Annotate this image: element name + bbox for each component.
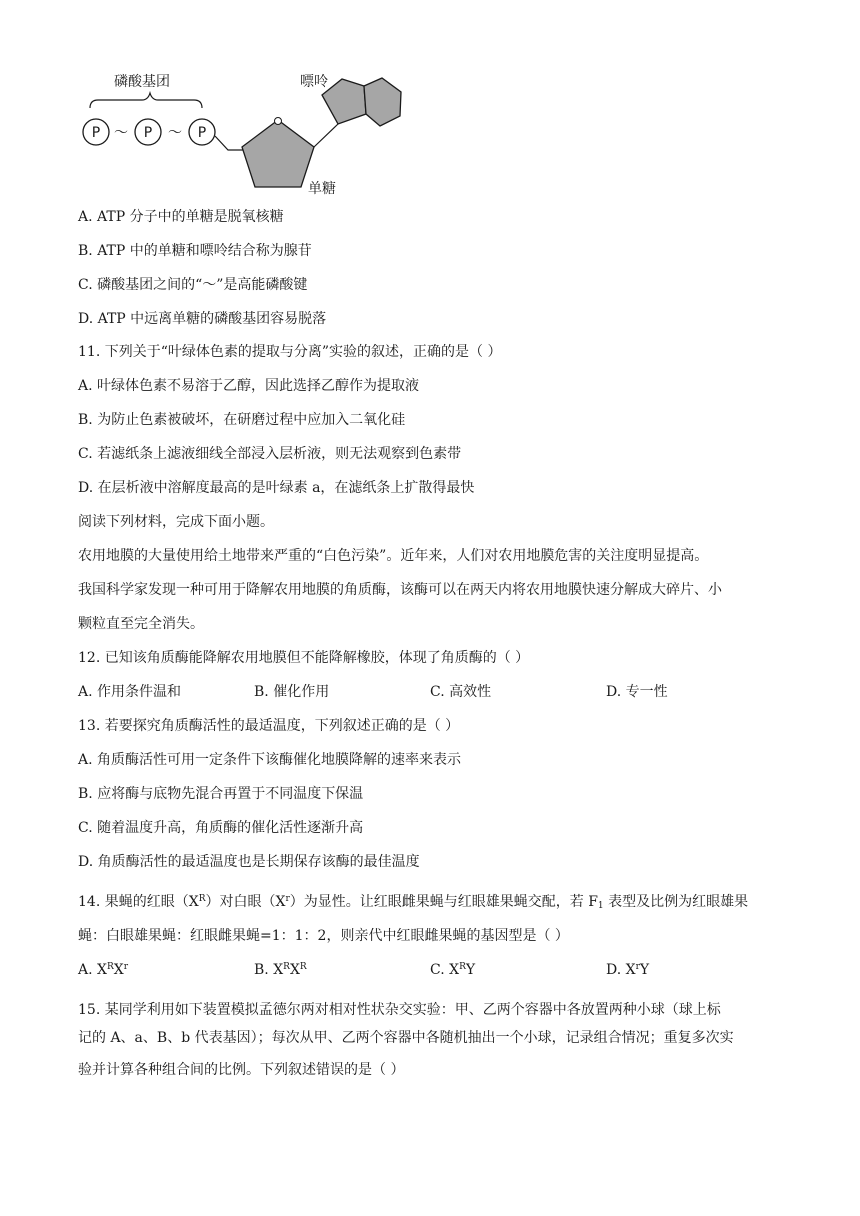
atp-structure-diagram	[78, 66, 418, 200]
reading-line-3: 颗粒直至完全消失。	[78, 616, 204, 632]
reading-line-2: 我国科学家发现一种可用于降解农用地膜的角质酶，该酶可以在两天内将农用地膜快速分解成大碎片、小	[78, 582, 722, 598]
q14-stem-line-2: 蝇：白眼雄果蝇：红眼雌果蝇=1：1：2，则亲代中红眼雌果蝇的基因型是（ ）	[78, 928, 569, 944]
q14-stem-part-c: ）为显性。让红眼雌果蝇与红眼雄果蝇交配，若 F	[289, 894, 598, 910]
q13-option-b: B. 应将酶与底物先混合再置于不同温度下保温	[78, 786, 364, 802]
phosphate-group-label: 磷酸基团	[114, 74, 170, 90]
q10-option-c: C. 磷酸基团之间的“～”是高能磷酸键	[78, 277, 308, 293]
q14-d-prefix: D. X	[606, 962, 636, 978]
q14-a-sup2: r	[123, 962, 129, 972]
q14-b-sup1: R	[283, 962, 290, 972]
q14-option-b	[254, 960, 307, 980]
q14-c-suffix: Y	[465, 962, 476, 978]
q12-stem: 12. 已知该角质酶能降解农用地膜但不能降解橡胶，体现了角质酶的（ ）	[78, 650, 530, 666]
q10-option-a: A. ATP 分子中的单糖是脱氧核糖	[78, 209, 284, 225]
reading-line-1: 农用地膜的大量使用给土地带来严重的“白色污染”。近年来，人们对农用地膜危害的关注度明显提高。	[78, 548, 709, 564]
reading-intro: 阅读下列材料，完成下面小题。	[78, 514, 274, 530]
q10-option-d: D. ATP 中远离单糖的磷酸基团容易脱落	[78, 311, 327, 327]
purine-label: 嘌呤	[300, 74, 328, 90]
q13-option-a: A. 角质酶活性可用一定条件下该酶催化地膜降解的速率来表示	[78, 752, 462, 768]
q14-option-d	[606, 960, 649, 980]
q12-option-b: B. 催化作用	[254, 684, 330, 700]
sugar-purine-link	[314, 124, 338, 147]
phosphate-group-brace	[90, 93, 202, 108]
q14-stem-part-b: ）对白眼（X	[205, 894, 286, 910]
phosphate-label-2: P	[143, 125, 153, 141]
q11-option-d: D. 在层析液中溶解度最高的是叶绿素 a，在滤纸条上扩散得最快	[78, 480, 475, 496]
q15-stem-line-2: 记的 A、a、B、b 代表基因）；每次从甲、乙两个容器中各随机抽出一个小球，记录组合情况；重复多次实	[78, 1030, 734, 1046]
sugar-label: 单糖	[308, 181, 336, 197]
q14-option-a	[78, 960, 128, 980]
q14-sup-r: r	[285, 894, 290, 904]
q14-stem-part-d: 表型及比例为红眼雄果	[603, 894, 749, 910]
sugar-pentagon	[242, 120, 314, 187]
q14-stem-line-1	[78, 892, 748, 912]
q12-option-d: D. 专一性	[606, 684, 668, 700]
purine-five-ring	[322, 79, 366, 124]
q14-sub-1: 1	[597, 901, 604, 911]
q14-c-sup1: R	[459, 962, 466, 972]
q14-b-mid: X	[289, 962, 300, 978]
q11-option-c: C. 若滤纸条上滤液细线全部浸入层析液，则无法观察到色素带	[78, 446, 462, 462]
q14-d-suffix: Y	[639, 962, 650, 978]
q12-option-c: C. 高效性	[430, 684, 492, 700]
q13-option-c: C. 随着温度升高，角质酶的催化活性逐渐升高	[78, 820, 364, 836]
purine-six-ring	[364, 78, 401, 126]
q11-stem: 11. 下列关于“叶绿体色素的提取与分离”实验的叙述，正确的是（ ）	[78, 344, 502, 360]
phosphate-label-3: P	[197, 125, 207, 141]
q13-stem: 13. 若要探究角质酶活性的最适温度，下列叙述正确的是（ ）	[78, 718, 460, 734]
q14-stem-part-a: 14. 果蝇的红眼（X	[78, 894, 199, 910]
high-energy-bond-2: ～	[168, 125, 182, 141]
q14-option-c	[430, 960, 475, 980]
ring-oxygen	[275, 118, 282, 125]
q14-a-mid: X	[113, 962, 124, 978]
high-energy-bond-1: ～	[114, 125, 128, 141]
q11-option-b: B. 为防止色素被破坏，在研磨过程中应加入二氧化硅	[78, 412, 406, 428]
q15-stem-line-3: 验并计算各种组合间的比例。下列叙述错误的是（ ）	[78, 1062, 405, 1078]
q14-d-sup1: r	[635, 962, 640, 972]
q14-sup-R: R	[198, 894, 206, 904]
q10-option-b: B. ATP 中的单糖和嘌呤结合称为腺苷	[78, 243, 312, 259]
q13-option-d: D. 角质酶活性的最适温度也是长期保存该酶的最佳温度	[78, 854, 420, 870]
q14-a-sup1: R	[106, 962, 114, 972]
phosphate-label-1: P	[91, 125, 101, 141]
phosphate-sugar-link	[215, 136, 244, 150]
q15-stem-line-1: 15. 某同学利用如下装置模拟孟德尔两对相对性状杂交实验：甲、乙两个容器中各放置两种小球（球上标	[78, 1002, 721, 1018]
q14-c-prefix: C. X	[430, 962, 460, 978]
q14-b-prefix: B. X	[254, 962, 284, 978]
q14-a-prefix: A. X	[78, 962, 107, 978]
q12-option-a: A. 作用条件温和	[78, 684, 182, 700]
q11-option-a: A. 叶绿体色素不易溶于乙醇，因此选择乙醇作为提取液	[78, 378, 420, 394]
q14-b-sup2: R	[299, 962, 307, 972]
